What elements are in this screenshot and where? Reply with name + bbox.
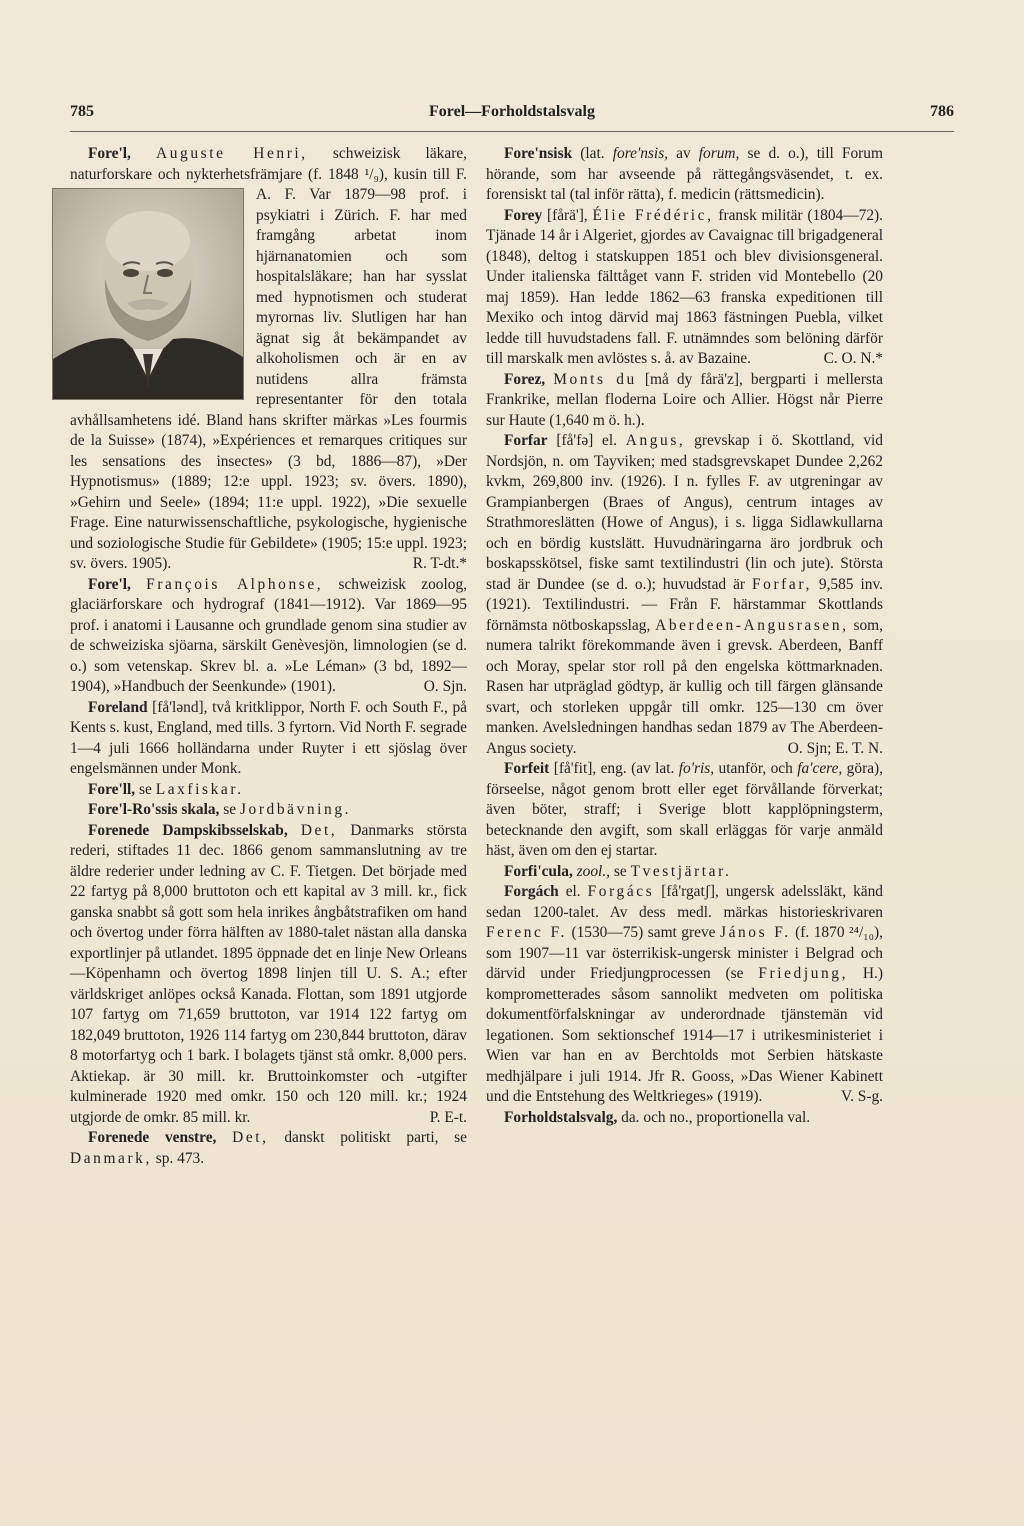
entry-signature: R. T-dt.*: [412, 555, 467, 572]
entry-person-name: Élie Frédéric,: [592, 206, 714, 224]
entry-forey: [486, 206, 883, 370]
entry-headword: Fore'l,: [88, 145, 131, 162]
entry-forez: [486, 370, 883, 432]
entry-text: (1530—75) samt greve: [566, 924, 720, 941]
entry-cross-reference: Danmark,: [70, 1149, 152, 1167]
entry-name: Det,: [232, 1129, 269, 1146]
entry-headword: Forey: [504, 206, 543, 224]
entry-foreland: [70, 698, 467, 780]
entry-text: ), kusin till F. A. F. Var 1879—98 prof. i psykiatri i Zürich. F. har med framgång arbetat inom hjärnanatomien och som hospitalsläkare; han har sysslat med hypnotismen och studerat myrornas liv. Slutligen har han ägnat sig åt bekämpandet av alkoholismen och är en av nutidens allra främsta representanter för den totala avhållsamhetens idé. Bland hans skrifter märkas »Les fourmis de la Suisse» (1874), »Expériences et remarques critiques sur les sensations des insectes» (3 bd, 1886—87), »Der Hypnotismus» (1889; 12:e uppl. 1923; sv. övers. 1890), »Gehirn und Seele» (1894; 11:e uppl. 1922), »Die sexuelle Frage. Eine naturwissenschaftliche, psykologische, hygienische und soziologische Studie für Gebildete» (1905; 15:e uppl. 1923; sv. övers. 1905).: [70, 165, 467, 572]
entry-cross-reference: Tvestjärtar.: [630, 862, 732, 880]
entry-forgach: [486, 882, 883, 1108]
left-column: [70, 144, 467, 1169]
entry-forel-rossis: [70, 800, 467, 821]
entry-text: H.) komprometterades såsom sannolikt medveten om politiska dokumentförfalskningar av underordnade tjänstemän vid legationen. Som sektionschef 1914—17 i utrikesministeriet i Wien var han en av Berchtolds mot Serbien hätskaste medhjälpare i juli 1914. Jfr R. Gooss, »Das Wiener Kabinett und die Entstehung des Weltkrieges» (1919).: [486, 965, 884, 1105]
entry-forenede-venstre: [70, 1128, 467, 1169]
entry-text: [få'fə] el.: [547, 432, 626, 449]
entry-signature: O. Sjn.: [423, 678, 467, 695]
entry-headword: Fore'nsisk: [504, 145, 573, 162]
entry-text: se: [219, 801, 240, 818]
entry-forenede-dampskibsselskab: [70, 821, 467, 1129]
entry-person-name: Auguste Henri,: [156, 145, 308, 162]
right-column: [486, 144, 883, 1128]
entry-headword: Forfeit: [504, 760, 550, 777]
entry-forficula: [486, 862, 883, 883]
entry-cross-reference: János F.: [719, 924, 791, 941]
entry-text: ), som 1907—11 var österrikisk-ungersk minister i Belgrad och därvid under Friedjungprocessen (se: [486, 924, 883, 982]
entry-text: [fårä'],: [542, 206, 593, 224]
entry-forensisk: [486, 144, 883, 206]
entry-text: el.: [558, 883, 588, 900]
entry-headword: Forfar: [504, 432, 548, 449]
entry-cross-reference: Laxfiskar.: [155, 780, 244, 798]
entry-text: 9,585 inv. (1921). Textilindustri. — Från F. härstammar Skottlands förnämsta nötboskapsslag,: [486, 575, 883, 634]
entry-text: se d. o.), till Forum hörande, som har avseende på rättegångsväsendet, t. ex. forensiskt tal (tal inför rätta), f. medicin (rättsmedicin).: [486, 145, 883, 203]
entry-date: ¹/₉: [364, 165, 379, 183]
entry-person-name: François Alphonse,: [146, 575, 324, 593]
entry-signature: C. O. N.*: [823, 350, 883, 367]
entry-text: se: [135, 780, 156, 798]
entry-italic: fo'ris,: [678, 760, 715, 777]
running-header: [70, 103, 954, 129]
entry-forel-francois: [70, 575, 467, 698]
entry-headword: Fore'll,: [88, 780, 136, 798]
entry-italic: fore'nsis,: [612, 145, 669, 162]
entry-text: sp. 473.: [151, 1149, 205, 1167]
entry-italic: forum,: [698, 145, 740, 162]
entry-text: av: [668, 145, 699, 162]
entry-headword: Forfi'cula,: [504, 862, 573, 880]
entry-headword: Fore'l-Ro'ssis skala,: [88, 801, 220, 818]
entry-italic: zool.,: [572, 862, 611, 880]
entry-forell: [70, 780, 467, 801]
header-rule: [70, 131, 954, 132]
running-title: Forel—Forholdstalsvalg: [429, 103, 595, 120]
entry-text: [få'lənd], två kritklippor, North F. och South F., på Kents s. kust, England, med tills. 3 fyrtorn. Vid North F. segrade 1—4 juli 1666 holländarna under Ruyter i ett sjöslag över engelsmännen under Monk.: [70, 698, 467, 777]
entry-text: danskt politiskt parti, se: [268, 1129, 467, 1146]
entry-text: fransk militär (1804—72). Tjänade 14 år i Algeriet, gjordes av Cavaignac till brigadgeneral (1848), deltog i statskuppen 1851 och blev divisionsgeneral. Under italienska fälttåget vann F. striden vid Montebello (20 maj 1859). Han ledde 1862—63 franska expeditionen till Mexiko och intog därvid maj 1863 fästningen Puebla, vilket ledde till huvudstadens fall. F. utnämndes som belöning därför till marskalk men avlöstes s. å. av Bazaine.: [486, 206, 884, 367]
entry-text: da. och no., proportionella val.: [617, 1108, 811, 1126]
entry-family-name: Forgács: [587, 883, 655, 900]
entry-text: schweizisk läkare, naturforskare och nykterhetsfrämjare (f. 1848: [70, 145, 467, 183]
entry-headword: Forgách: [504, 883, 559, 900]
entry-signature: P. E-t.: [429, 1108, 467, 1126]
entry-text: Danmarks största rederi, stiftades 11 dec. 1866 genom sammanslutning av tre äldre rederier under ledning av C. F. Tietgen. Det började med 22 fartyg på 8,000 bruttoton och ett kapital av 3 mill. kr., fick ganska snabbt så gott som hela inrikes ångbåtstrafiken om hand och övertog under förra hälften av 1880-talet nästan alla danska exportlinjer på utlandet. 1895 öppnade det en linje New Orleans—Köpenhamn och övertog 1898 linjen till U. S. A.; efter världskriget anlöpes också Kanada. Flottan, som 1891 utgjorde 107 fartyg om 71,659 bruttoton, var 1914 122 fartyg om 182,049 bruttoton, 1926 114 fartyg om 230,844 bruttoton, därav 8 motorfartyg och 1 bark. I bolagets tjänst stå omkr. 8,000 pers. Aktiekap. är 30 mill. kr. Bruttoinkomster och -utgifter kulminerade 1920 med omkr. 150 och 120 mill. kr.; 1924 utgjorde de omkr. 85 mill. kr.: [70, 821, 467, 1126]
entry-forholdstalsvalg: [486, 1108, 883, 1129]
entry-signature: V. S-g.: [840, 1088, 883, 1105]
entry-text: schweizisk zoolog, glaciärforskare och hydrograf (1841—1912). Var 1869—95 prof. i anatomi i Lausanne och grundlade genom sina studier av de schweiziska sjöarna, särskilt Genèvesjön, limnologien (se d. o.) som vetenskap. Skrev bl. a. »Le Léman» (3 bd, 1892—1904), »Handbuch der Seenkunde» (1901).: [70, 575, 467, 695]
entry-place-name: Angus,: [625, 432, 686, 449]
entry-text: [må dy fårä'z], bergparti i mellersta Frankrike, mellan floderna Loire och Allier. Högst når Pierre sur Haute (1,640 m ö. h.).: [486, 370, 883, 429]
entry-forel-auguste: [70, 144, 467, 575]
entry-text: utanför, och: [714, 760, 798, 777]
entry-headword: Forenede Dampskibsselskab,: [88, 821, 288, 839]
entry-date: ²⁴/₁₀: [849, 924, 875, 941]
entry-text: (f. 1870: [790, 924, 850, 941]
entry-text: [få'rgatʃ], ungersk adelssläkt, känd sedan 1200-talet. Av dess medl. märkas historieskrivaren: [486, 883, 883, 921]
entry-headword: Forenede venstre,: [88, 1129, 217, 1146]
page-number-left: 785: [70, 103, 94, 120]
portrait-box: [52, 188, 244, 400]
entry-cross-reference: Forfar,: [752, 575, 812, 593]
entry-cross-reference: Aberdeen-Angusrasen,: [655, 616, 849, 634]
entry-cross-reference: Friedjung,: [758, 965, 849, 982]
entry-text: [få'fit], eng. (av lat.: [549, 760, 679, 777]
entry-cross-reference: Ferenc F.: [486, 924, 567, 941]
entry-signature: O. Sjn; E. T. N.: [787, 739, 883, 757]
entry-text: som, numera talrikt förekommande även i grevsk. Aberdeen, Banff och Moray, spelar stor roll på den engelska köttmarknaden. Rasen har utpräglad gödtyp, är kullig och till färgen glänsande svart, och storleken uppgår till omkr. 125—130 cm över manken. Avelsledningen handhas sedan 1879 av The Aberdeen-Angus society.: [486, 616, 883, 757]
page-number-right: 786: [930, 103, 954, 120]
entry-headword: Forholdstalsvalg,: [504, 1108, 618, 1126]
entry-text: grevskap i ö. Skottland, vid Nordsjön, n. om Tayviken; med stadsgrevskapet Dundee 2,262 kvkm, 269,800 inv. (1926). I n. fylles F. av utgreningar av Grampianbergen (Braes of Angus), centrum intages av Strathmoreslätten (Howe of Angus), i s. ligga Sidlawkullarna och en bördig kustslätt. Huvudnäringarna äro jordbruk och boskapsskötsel, fiske samt textilindustri (lin och jute). Största stad är Dundee (se d. o.); huvudstad är: [486, 432, 883, 593]
entry-forfeit: [486, 759, 883, 862]
entry-headword: Fore'l,: [88, 575, 131, 593]
entry-headword: Foreland: [88, 698, 148, 716]
entry-text: se: [610, 862, 631, 880]
entry-headword: Forez,: [504, 370, 546, 388]
entry-cross-reference: Jordbävning.: [239, 801, 352, 818]
entry-forfar: [486, 431, 883, 759]
entry-italic: fa'cere,: [797, 760, 843, 777]
portrait-photo: [53, 189, 243, 399]
entry-place-name: Monts du: [553, 370, 637, 388]
entry-name: Det,: [300, 821, 338, 839]
entry-text: (lat.: [572, 145, 613, 162]
entry-text: göra), förseelse, något genom brott eller eget förvållande förverkat; även böter, straff; i Sverige blott kapplöpningsterm, betecknande den avgift, som skall erläggas för varje anmäld häst, även om den ej startar.: [486, 760, 884, 859]
